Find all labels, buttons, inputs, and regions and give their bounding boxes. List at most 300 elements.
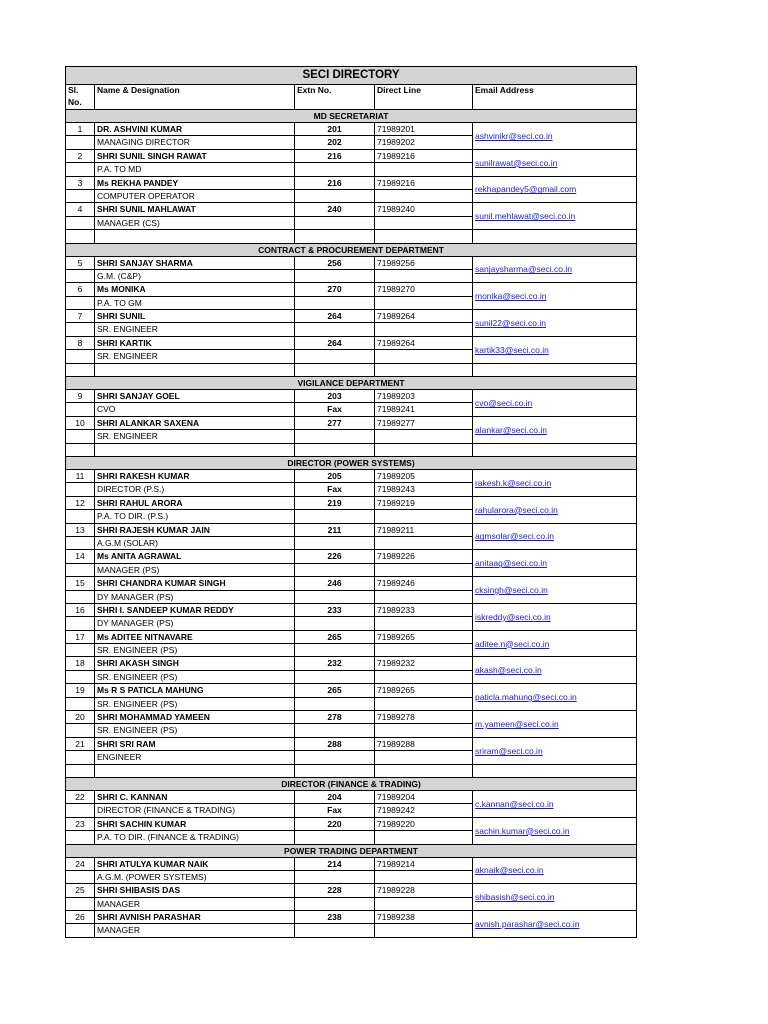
email-link[interactable]: anitaag@seci.co.in xyxy=(473,550,637,577)
extension-number-secondary xyxy=(295,430,375,443)
section-title: DIRECTOR (FINANCE & TRADING) xyxy=(66,777,637,790)
extension-number-secondary xyxy=(295,350,375,363)
designation: MANAGER xyxy=(95,897,295,910)
blank-cell xyxy=(375,764,473,777)
blank-cell xyxy=(375,230,473,243)
extension-number: 256 xyxy=(295,256,375,269)
direct-line-secondary: 71989241 xyxy=(375,403,473,416)
entry-row xyxy=(66,523,637,536)
email-link[interactable]: sachin.kumar@seci.co.in xyxy=(473,817,637,844)
designation: SR. ENGINEER xyxy=(95,323,295,336)
employee-name: SHRI ALANKAR SAXENA xyxy=(95,416,295,429)
employee-name: SHRI C. KANNAN xyxy=(95,790,295,803)
entry-row xyxy=(66,737,637,750)
extension-number: 216 xyxy=(295,149,375,162)
blank-cell xyxy=(473,764,637,777)
extension-number-secondary: 202 xyxy=(295,136,375,149)
email-link[interactable]: ashvinikr@seci.co.in xyxy=(473,123,637,150)
blank-cell xyxy=(473,443,637,456)
employee-name: SHRI RAHUL ARORA xyxy=(95,496,295,509)
email-link[interactable]: rekhapandey5@gmail.com xyxy=(473,176,637,203)
employee-name: SHRI SACHIN KUMAR xyxy=(95,817,295,830)
extension-number: 240 xyxy=(295,203,375,216)
directory-table xyxy=(65,66,637,938)
entry-row xyxy=(66,711,637,724)
designation: DIRECTOR (P.S.) xyxy=(95,483,295,496)
direct-line-secondary xyxy=(375,163,473,176)
employee-name: Ms REKHA PANDEY xyxy=(95,176,295,189)
serial-number: 1 xyxy=(66,123,95,136)
serial-number: 3 xyxy=(66,176,95,189)
email-link[interactable]: sunil22@seci.co.in xyxy=(473,310,637,337)
designation: CVO xyxy=(95,403,295,416)
direct-line: 71989204 xyxy=(375,790,473,803)
direct-line-secondary xyxy=(375,510,473,523)
email-link[interactable]: cvo@seci.co.in xyxy=(473,390,637,417)
blank-row xyxy=(66,443,637,456)
extension-number-secondary xyxy=(295,269,375,282)
direct-line-secondary xyxy=(375,430,473,443)
email-link[interactable]: paticla.mahung@seci.co.in xyxy=(473,684,637,711)
serial-number: 9 xyxy=(66,390,95,403)
serial-blank xyxy=(66,536,95,549)
serial-number: 13 xyxy=(66,523,95,536)
extension-number-secondary xyxy=(295,924,375,937)
serial-blank xyxy=(66,670,95,683)
serial-number: 22 xyxy=(66,790,95,803)
title-row xyxy=(66,67,637,85)
extension-number: 220 xyxy=(295,817,375,830)
extension-number-secondary xyxy=(295,563,375,576)
extension-number: 219 xyxy=(295,496,375,509)
email-link[interactable]: c.kannan@seci.co.in xyxy=(473,790,637,817)
entry-row xyxy=(66,884,637,897)
blank-cell xyxy=(66,230,95,243)
direct-line-secondary: 71989202 xyxy=(375,136,473,149)
designation: MANAGER (PS) xyxy=(95,563,295,576)
designation: P.A. TO GM xyxy=(95,296,295,309)
designation: SR. ENGINEER (PS) xyxy=(95,724,295,737)
designation: SR. ENGINEER xyxy=(95,350,295,363)
designation: COMPUTER OPERATOR xyxy=(95,189,295,202)
blank-cell xyxy=(66,363,95,376)
designation: P.A. TO MD xyxy=(95,163,295,176)
employee-name: SHRI RAJESH KUMAR JAIN xyxy=(95,523,295,536)
extension-number: 238 xyxy=(295,911,375,924)
extension-number: 204 xyxy=(295,790,375,803)
direct-line: 71989277 xyxy=(375,416,473,429)
serial-blank xyxy=(66,724,95,737)
email-link[interactable]: iskreddy@seci.co.in xyxy=(473,603,637,630)
serial-blank xyxy=(66,430,95,443)
direct-line-secondary xyxy=(375,323,473,336)
entry-row xyxy=(66,469,637,482)
direct-line: 71989278 xyxy=(375,711,473,724)
section-title: MD SECRETARIAT xyxy=(66,110,637,123)
direct-line: 71989238 xyxy=(375,911,473,924)
direct-line-secondary xyxy=(375,644,473,657)
entry-row xyxy=(66,203,637,216)
employee-name: SHRI SHIBASIS DAS xyxy=(95,884,295,897)
extension-number-secondary xyxy=(295,536,375,549)
employee-name: SHRI SUNIL xyxy=(95,310,295,323)
direct-line: 71989246 xyxy=(375,577,473,590)
section-title: VIGILANCE DEPARTMENT xyxy=(66,377,637,390)
direct-line-secondary xyxy=(375,670,473,683)
direct-line-secondary xyxy=(375,590,473,603)
serial-number: 10 xyxy=(66,416,95,429)
header-name: Name & Designation xyxy=(95,85,295,110)
extension-number: 265 xyxy=(295,684,375,697)
email-link[interactable]: avnish.parashar@seci.co.in xyxy=(473,911,637,938)
serial-number: 8 xyxy=(66,336,95,349)
blank-cell xyxy=(375,443,473,456)
employee-name: SHRI SUNIL MAHLAWAT xyxy=(95,203,295,216)
direct-line: 71989265 xyxy=(375,630,473,643)
section-row xyxy=(66,110,637,123)
direct-line: 71989265 xyxy=(375,684,473,697)
section-row xyxy=(66,456,637,469)
serial-number: 6 xyxy=(66,283,95,296)
direct-line: 71989264 xyxy=(375,336,473,349)
designation: P.A. TO DIR. (P.S.) xyxy=(95,510,295,523)
direct-line: 71989219 xyxy=(375,496,473,509)
serial-blank xyxy=(66,870,95,883)
email-link[interactable]: sunilrawat@seci.co.in xyxy=(473,149,637,176)
direct-line-secondary xyxy=(375,189,473,202)
designation: MANAGING DIRECTOR xyxy=(95,136,295,149)
extension-number-secondary: Fax xyxy=(295,483,375,496)
extension-number: 246 xyxy=(295,577,375,590)
direct-line-secondary xyxy=(375,897,473,910)
employee-name: SHRI ATULYA KUMAR NAIK xyxy=(95,857,295,870)
serial-number: 14 xyxy=(66,550,95,563)
extension-number: 264 xyxy=(295,310,375,323)
blank-cell xyxy=(95,363,295,376)
serial-blank xyxy=(66,697,95,710)
employee-name: SHRI SANJAY GOEL xyxy=(95,390,295,403)
blank-cell xyxy=(473,363,637,376)
header-row xyxy=(66,85,637,110)
direct-line-secondary xyxy=(375,350,473,363)
serial-blank xyxy=(66,751,95,764)
extension-number-secondary xyxy=(295,323,375,336)
direct-line: 71989226 xyxy=(375,550,473,563)
direct-line-secondary xyxy=(375,216,473,229)
direct-line-secondary: 71989242 xyxy=(375,804,473,817)
employee-name: Ms ANITA AGRAWAL xyxy=(95,550,295,563)
header-direct: Direct Line xyxy=(375,85,473,110)
blank-cell xyxy=(295,230,375,243)
extension-number: 228 xyxy=(295,884,375,897)
employee-name: SHRI RAKESH KUMAR xyxy=(95,469,295,482)
serial-blank xyxy=(66,350,95,363)
entry-row xyxy=(66,310,637,323)
serial-number: 12 xyxy=(66,496,95,509)
extension-number: 264 xyxy=(295,336,375,349)
employee-name: SHRI KARTIK xyxy=(95,336,295,349)
employee-name: SHRI SRI RAM xyxy=(95,737,295,750)
direct-line-secondary xyxy=(375,870,473,883)
extension-number-secondary xyxy=(295,163,375,176)
designation: SR. ENGINEER (PS) xyxy=(95,670,295,683)
extension-number-secondary xyxy=(295,644,375,657)
blank-row xyxy=(66,363,637,376)
serial-blank xyxy=(66,296,95,309)
serial-number: 17 xyxy=(66,630,95,643)
entry-row xyxy=(66,149,637,162)
entry-row xyxy=(66,630,637,643)
entry-row xyxy=(66,496,637,509)
email-link[interactable]: kartik33@seci.co.in xyxy=(473,336,637,363)
direct-line: 71989211 xyxy=(375,523,473,536)
extension-number: 201 xyxy=(295,123,375,136)
serial-number: 26 xyxy=(66,911,95,924)
serial-blank xyxy=(66,617,95,630)
email-link[interactable]: sanjaysharma@seci.co.in xyxy=(473,256,637,283)
serial-number: 23 xyxy=(66,817,95,830)
designation: SR. ENGINEER xyxy=(95,430,295,443)
direct-line-secondary xyxy=(375,751,473,764)
extension-number: 277 xyxy=(295,416,375,429)
serial-blank xyxy=(66,323,95,336)
serial-blank xyxy=(66,644,95,657)
direct-line: 71989256 xyxy=(375,256,473,269)
employee-name: SHRI MOHAMMAD YAMEEN xyxy=(95,711,295,724)
serial-blank xyxy=(66,483,95,496)
employee-name: SHRI SANJAY SHARMA xyxy=(95,256,295,269)
serial-number: 18 xyxy=(66,657,95,670)
blank-cell xyxy=(66,764,95,777)
direct-line: 71989220 xyxy=(375,817,473,830)
direct-line: 71989264 xyxy=(375,310,473,323)
extension-number-secondary xyxy=(295,831,375,844)
extension-number-secondary xyxy=(295,870,375,883)
entry-row xyxy=(66,857,637,870)
email-link[interactable]: shibasish@seci.co.in xyxy=(473,884,637,911)
serial-blank xyxy=(66,563,95,576)
blank-cell xyxy=(95,764,295,777)
entry-row xyxy=(66,817,637,830)
extension-number: 265 xyxy=(295,630,375,643)
designation: DY MANAGER (PS) xyxy=(95,590,295,603)
direct-line-secondary: 71989243 xyxy=(375,483,473,496)
email-link[interactable]: cksingh@seci.co.in xyxy=(473,577,637,604)
designation: P.A. TO DIR. (FINANCE & TRADING) xyxy=(95,831,295,844)
designation: G.M. (C&P) xyxy=(95,269,295,282)
serial-blank xyxy=(66,403,95,416)
employee-name: Ms ADITEE NITNAVARE xyxy=(95,630,295,643)
direct-line-secondary xyxy=(375,697,473,710)
serial-number: 15 xyxy=(66,577,95,590)
direct-line-secondary xyxy=(375,831,473,844)
designation: A.G.M (SOLAR) xyxy=(95,536,295,549)
section-row xyxy=(66,243,637,256)
extension-number: 278 xyxy=(295,711,375,724)
entry-row xyxy=(66,603,637,616)
extension-number: 233 xyxy=(295,603,375,616)
extension-number: 203 xyxy=(295,390,375,403)
direct-line: 71989205 xyxy=(375,469,473,482)
employee-name: Ms R S PATICLA MAHUNG xyxy=(95,684,295,697)
email-link[interactable]: monika@seci.co.in xyxy=(473,283,637,310)
extension-number-secondary xyxy=(295,897,375,910)
extension-number: 232 xyxy=(295,657,375,670)
direct-line: 71989232 xyxy=(375,657,473,670)
serial-number: 21 xyxy=(66,737,95,750)
employee-name: SHRI CHANDRA KUMAR SINGH xyxy=(95,577,295,590)
email-link[interactable]: aditee.n@seci.co.in xyxy=(473,630,637,657)
extension-number-secondary xyxy=(295,510,375,523)
designation: ENGINEER xyxy=(95,751,295,764)
section-title: POWER TRADING DEPARTMENT xyxy=(66,844,637,857)
direct-line-secondary xyxy=(375,924,473,937)
directory-title: SECI DIRECTORY xyxy=(66,67,637,85)
email-link[interactable]: aknaik@seci.co.in xyxy=(473,857,637,884)
employee-name: SHRI AVNISH PARASHAR xyxy=(95,911,295,924)
direct-line: 71989233 xyxy=(375,603,473,616)
designation: MANAGER (CS) xyxy=(95,216,295,229)
serial-number: 25 xyxy=(66,884,95,897)
section-row xyxy=(66,377,637,390)
entry-row xyxy=(66,911,637,924)
serial-number: 16 xyxy=(66,603,95,616)
extension-number-secondary xyxy=(295,724,375,737)
entry-row xyxy=(66,390,637,403)
direct-line: 71989240 xyxy=(375,203,473,216)
direct-line: 71989288 xyxy=(375,737,473,750)
email-link[interactable]: m.yameen@seci.co.in xyxy=(473,711,637,738)
extension-number-secondary xyxy=(295,216,375,229)
direct-line: 71989214 xyxy=(375,857,473,870)
employee-name: SHRI I. SANDEEP KUMAR REDDY xyxy=(95,603,295,616)
designation: SR. ENGINEER (PS) xyxy=(95,644,295,657)
entry-row xyxy=(66,416,637,429)
employee-name: SHRI AKASH SINGH xyxy=(95,657,295,670)
blank-cell xyxy=(473,230,637,243)
designation: DIRECTOR (FINANCE & TRADING) xyxy=(95,804,295,817)
employee-name: SHRI SUNIL SINGH RAWAT xyxy=(95,149,295,162)
entry-row xyxy=(66,283,637,296)
direct-line-secondary xyxy=(375,269,473,282)
serial-blank xyxy=(66,510,95,523)
blank-cell xyxy=(295,443,375,456)
entry-row xyxy=(66,256,637,269)
serial-number: 19 xyxy=(66,684,95,697)
section-row xyxy=(66,844,637,857)
blank-cell xyxy=(375,363,473,376)
extension-number: 205 xyxy=(295,469,375,482)
email-link[interactable]: sriram@seci.co.in xyxy=(473,737,637,764)
email-link[interactable]: rakesh.k@seci.co.in xyxy=(473,469,637,496)
serial-number: 20 xyxy=(66,711,95,724)
direct-line: 71989216 xyxy=(375,149,473,162)
serial-number: 7 xyxy=(66,310,95,323)
email-link[interactable]: agmsolar@seci.co.in xyxy=(473,523,637,550)
email-link[interactable]: rahularora@seci.co.in xyxy=(473,496,637,523)
section-title: CONTRACT & PROCUREMENT DEPARTMENT xyxy=(66,243,637,256)
direct-line-secondary xyxy=(375,563,473,576)
direct-line: 71989201 xyxy=(375,123,473,136)
serial-blank xyxy=(66,136,95,149)
extension-number-secondary xyxy=(295,751,375,764)
serial-blank xyxy=(66,269,95,282)
serial-blank xyxy=(66,897,95,910)
blank-cell xyxy=(66,443,95,456)
entry-row xyxy=(66,123,637,136)
extension-number-secondary xyxy=(295,590,375,603)
serial-blank xyxy=(66,831,95,844)
serial-blank xyxy=(66,924,95,937)
extension-number: 214 xyxy=(295,857,375,870)
extension-number-secondary xyxy=(295,617,375,630)
serial-blank xyxy=(66,804,95,817)
entry-row xyxy=(66,790,637,803)
serial-blank xyxy=(66,216,95,229)
direct-line: 71989270 xyxy=(375,283,473,296)
extension-number-secondary: Fax xyxy=(295,403,375,416)
header-sl: Sl. No. xyxy=(66,85,95,110)
blank-row xyxy=(66,764,637,777)
header-extn: Extn No. xyxy=(295,85,375,110)
email-link[interactable]: akash@seci.co.in xyxy=(473,657,637,684)
direct-line: 71989203 xyxy=(375,390,473,403)
serial-number: 2 xyxy=(66,149,95,162)
direct-line-secondary xyxy=(375,296,473,309)
section-row xyxy=(66,777,637,790)
extension-number-secondary xyxy=(295,697,375,710)
extension-number: 211 xyxy=(295,523,375,536)
serial-number: 4 xyxy=(66,203,95,216)
direct-line-secondary xyxy=(375,724,473,737)
extension-number: 216 xyxy=(295,176,375,189)
email-link[interactable]: alankar@seci.co.in xyxy=(473,416,637,443)
entry-row xyxy=(66,176,637,189)
direct-line-secondary xyxy=(375,617,473,630)
extension-number-secondary: Fax xyxy=(295,804,375,817)
blank-cell xyxy=(295,764,375,777)
designation: A.G.M. (POWER SYSTEMS) xyxy=(95,870,295,883)
employee-name: DR. ASHVINI KUMAR xyxy=(95,123,295,136)
blank-row xyxy=(66,230,637,243)
blank-cell xyxy=(295,363,375,376)
serial-number: 11 xyxy=(66,469,95,482)
serial-blank xyxy=(66,189,95,202)
extension-number: 226 xyxy=(295,550,375,563)
serial-blank xyxy=(66,163,95,176)
blank-cell xyxy=(95,443,295,456)
entry-row xyxy=(66,336,637,349)
serial-number: 24 xyxy=(66,857,95,870)
entry-row xyxy=(66,550,637,563)
extension-number: 270 xyxy=(295,283,375,296)
designation: SR. ENGINEER (PS) xyxy=(95,697,295,710)
header-email: Email Address xyxy=(473,85,637,110)
serial-blank xyxy=(66,590,95,603)
email-link[interactable]: sunil.mehlawat@seci.co.in xyxy=(473,203,637,230)
section-title: DIRECTOR (POWER SYSTEMS) xyxy=(66,456,637,469)
extension-number-secondary xyxy=(295,296,375,309)
designation: MANAGER xyxy=(95,924,295,937)
serial-number: 5 xyxy=(66,256,95,269)
extension-number-secondary xyxy=(295,189,375,202)
direct-line: 71989228 xyxy=(375,884,473,897)
extension-number: 288 xyxy=(295,737,375,750)
blank-cell xyxy=(95,230,295,243)
employee-name: Ms MONIKA xyxy=(95,283,295,296)
designation: DY MANAGER (PS) xyxy=(95,617,295,630)
entry-row xyxy=(66,657,637,670)
